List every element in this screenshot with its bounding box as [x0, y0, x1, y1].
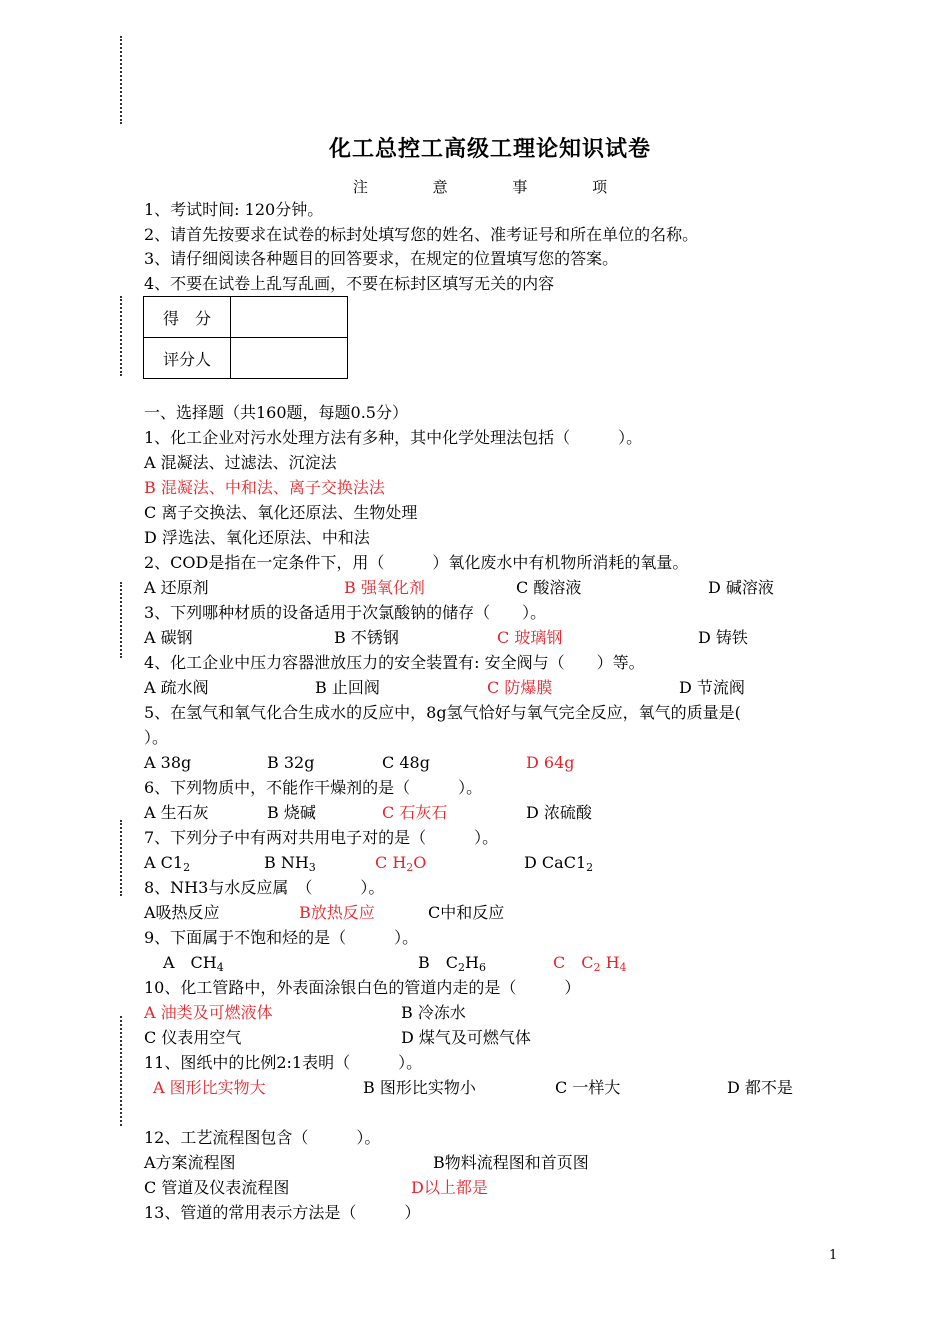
grader-label: 评分人 [144, 338, 231, 379]
q8-option-a: A吸热反应 [144, 903, 220, 922]
q7-option-a: A $C1_2$ [144, 853, 191, 874]
q1-option-d: D 浮选法、氧化还原法、中和法 [144, 528, 370, 547]
score-table [143, 296, 348, 379]
q10-stem: 10、化工管路中，外表面涂银白色的管道内走的是（ ） [144, 978, 581, 997]
q6-option-a: A 生石灰 [144, 803, 209, 822]
score-field[interactable] [231, 297, 348, 338]
q3-option-d: D 铸铁 [698, 628, 748, 647]
q10-option-d: D 煤气及可燃气体 [401, 1028, 531, 1047]
q12-stem: 12、工艺流程图包含（ ）。 [144, 1128, 381, 1147]
q4-option-a: A 疏水阀 [144, 678, 209, 697]
q3-option-c: C 玻璃钢 [497, 628, 563, 647]
section-heading: 一、选择题（共160题，每题0.5分） [144, 403, 408, 422]
q12-option-d: D以上都是 [411, 1178, 488, 1197]
q12-option-c: C 管道及仪表流程图 [144, 1178, 290, 1197]
q4-option-d: D 节流阀 [679, 678, 745, 697]
q11-option-a: A 图形比实物大 [153, 1078, 266, 1097]
q6-option-b: B 烧碱 [267, 803, 316, 822]
q4-option-c: C 防爆膜 [487, 678, 553, 697]
notice-4: 4、不要在试卷上乱写乱画，不要在标封区填写无关的内容 [144, 274, 555, 293]
q1-option-c: C 离子交换法、氧化还原法、生物处理 [144, 503, 418, 522]
q2-option-a: A 还原剂 [144, 578, 209, 597]
q6-option-d: D 浓硫酸 [526, 803, 592, 822]
q6-option-c: C 石灰石 [382, 803, 448, 822]
q9-option-a: A $CH_4$ [163, 953, 224, 974]
q11-stem: 11、图纸中的比例2:1表明（ ）。 [144, 1053, 423, 1072]
q5-stem: 5、在氢气和氧气化合生成水的反应中，8g氢气恰好与氧气完全反应，氧气的质量是( [144, 703, 741, 722]
binding-line-mid2 [120, 582, 122, 658]
q3-option-b: B 不锈钢 [334, 628, 399, 647]
exam-title: 化工总控工高级工理论知识试卷 [328, 137, 651, 162]
q2-option-d: D 碱溶液 [708, 578, 774, 597]
q5-option-b: B 32g [267, 753, 315, 772]
q1-stem: 1、化工企业对污水处理方法有多种，其中化学处理法包括（ ）。 [144, 428, 643, 447]
q1-option-a: A 混凝法、过滤法、沉淀法 [144, 453, 337, 472]
notice-1: 1、考试时间: 120分钟。 [144, 200, 324, 219]
q2-option-c: C 酸溶液 [516, 578, 582, 597]
q6-stem: 6、下列物质中，不能作干燥剂的是（ ）。 [144, 778, 483, 797]
q1-option-b: B 混凝法、中和法、离子交换法法 [144, 478, 385, 497]
notice-heading: 注 意 事 项 [352, 178, 638, 196]
q4-option-b: B 止回阀 [315, 678, 380, 697]
q3-stem: 3、下列哪种材质的设备适用于次氯酸钠的储存（ ）。 [144, 603, 547, 622]
q10-option-b: B 冷冻水 [401, 1003, 466, 1022]
binding-line-mid1 [120, 296, 122, 376]
q9-stem: 9、下面属于不饱和烃的是（ ）。 [144, 928, 419, 947]
q10-option-a: A 油类及可燃液体 [144, 1003, 273, 1022]
notice-3: 3、请仔细阅读各种题目的回答要求，在规定的位置填写您的答案。 [144, 249, 619, 268]
q7-stem: 7、下列分子中有两对共用电子对的是（ ）。 [144, 828, 499, 847]
q2-stem: 2、COD是指在一定条件下，用（ ）氧化废水中有机物所消耗的氧量。 [144, 553, 689, 572]
notice-2: 2、请首先按要求在试卷的标封处填写您的姓名、准考证号和所在单位的名称。 [144, 225, 699, 244]
q9-option-c: C $C_2$ $H_4$ [553, 953, 627, 974]
q5-option-a: A 38g [144, 753, 192, 772]
q8-option-c: C中和反应 [428, 903, 505, 922]
q8-option-b: B放热反应 [299, 903, 375, 922]
q12-option-a: A方案流程图 [144, 1153, 236, 1172]
q5-option-d: D 64g [526, 753, 575, 772]
q7-option-b: B $NH_3$ [264, 853, 316, 874]
q12-option-b: B物料流程图和首页图 [433, 1153, 589, 1172]
binding-line-mid4 [120, 1016, 122, 1126]
q11-option-c: C 一样大 [555, 1078, 621, 1097]
page-number: 1 [829, 1248, 838, 1263]
q2-option-b: B 强氧化剂 [344, 578, 425, 597]
q11-option-d: D 都不是 [727, 1078, 793, 1097]
q10-option-c: C 仪表用空气 [144, 1028, 242, 1047]
q7-option-d: D $CaC1_2$ [524, 853, 594, 874]
q4-stem: 4、化工企业中压力容器泄放压力的安全装置有: 安全阀与（ ）等。 [144, 653, 645, 672]
binding-line-mid3 [120, 820, 122, 896]
q5-stem-cont: ）。 [144, 728, 169, 747]
q9-option-b: B $C_2H_6$ [418, 953, 486, 974]
grader-field[interactable] [231, 338, 348, 379]
binding-line-top [120, 36, 122, 124]
q13-stem: 13、管道的常用表示方法是（ ） [144, 1203, 421, 1222]
q3-option-a: A 碳钢 [144, 628, 193, 647]
q8-stem: 8、NH3与水反应属 （ ）。 [144, 878, 385, 897]
score-label: 得 分 [144, 297, 231, 338]
q7-option-c: C $H_2O$ [375, 853, 427, 874]
q5-option-c: C 48g [382, 753, 430, 772]
q11-option-b: B 图形比实物小 [363, 1078, 476, 1097]
